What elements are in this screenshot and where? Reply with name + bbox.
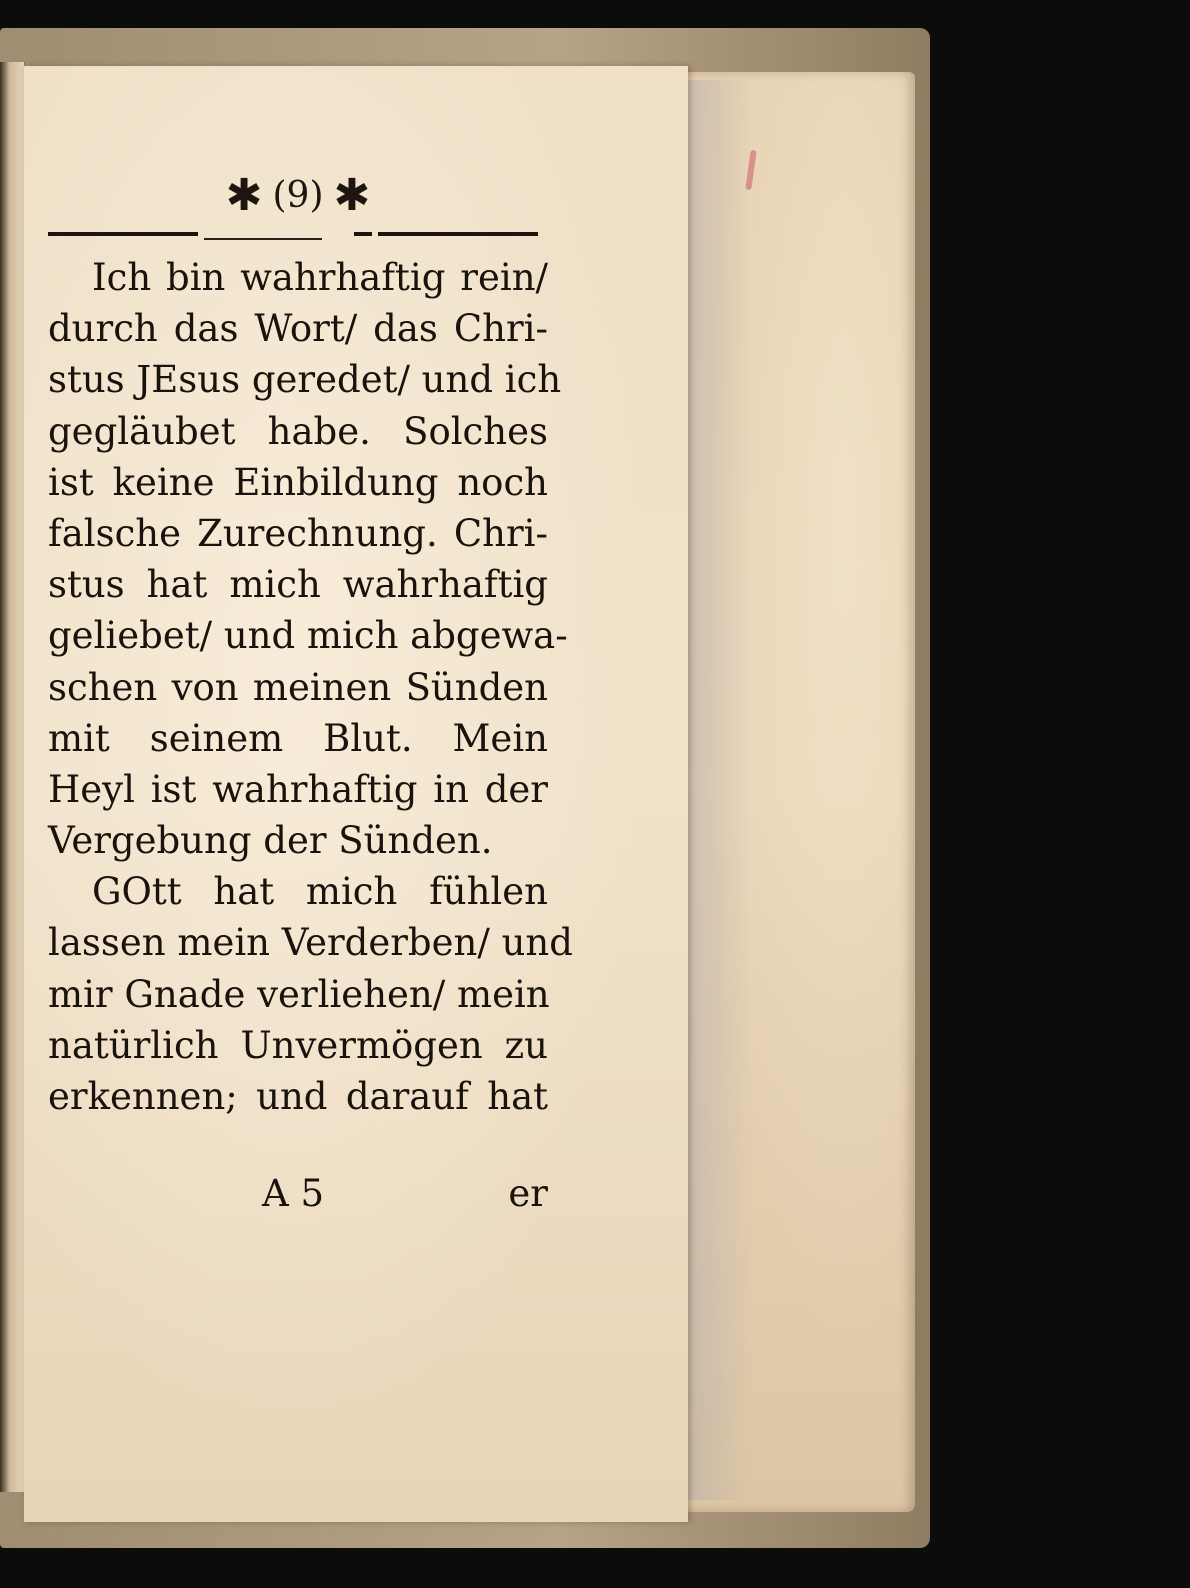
text-line: schen von meinen Sünden <box>48 665 548 709</box>
text-line: erkennen; und darauf hat <box>48 1075 548 1118</box>
text-line: gegläubet habe. Solches <box>48 409 548 453</box>
page-number: (9) <box>272 175 324 216</box>
leaf-shadow <box>682 80 752 1500</box>
right-asterism-icon: ✱ <box>333 170 371 221</box>
text-line: natürlich Unvermögen zu <box>48 1023 548 1067</box>
text-line: ist keine Einbildung noch <box>48 460 548 504</box>
catchword: er <box>508 1172 548 1215</box>
text-line: stus hat mich wahrhaftig <box>48 563 548 607</box>
text-line: falsche Zurechnung. Chri- <box>48 511 548 555</box>
text-line: stus JEsus geredet/ und ich <box>48 358 562 402</box>
text-line: mir Gnade verliehen/ mein <box>48 972 550 1016</box>
body-text <box>48 252 573 1122</box>
book-page <box>24 66 688 1522</box>
header-rule <box>48 232 538 242</box>
signature-mark: A 5 <box>262 1172 325 1215</box>
text-line: Ich bin wahrhaftig rein/ <box>92 256 548 299</box>
text-line: Heyl ist wahrhaftig in der <box>48 767 548 811</box>
text-line: durch das Wort/ das Chri- <box>48 307 548 351</box>
text-line: lassen mein Verderben/ und <box>48 921 573 965</box>
page-header <box>48 172 548 220</box>
text-line: mit seinem Blut. Mein <box>48 716 548 760</box>
text-line: geliebet/ und mich abgewa- <box>48 614 568 658</box>
page-footer <box>48 1172 548 1228</box>
previous-page-edge <box>0 62 25 1492</box>
left-asterism-icon: ✱ <box>225 170 263 221</box>
text-line: GOtt hat mich fühlen <box>92 870 548 914</box>
text-line: Vergebung der Sünden. <box>48 819 493 863</box>
